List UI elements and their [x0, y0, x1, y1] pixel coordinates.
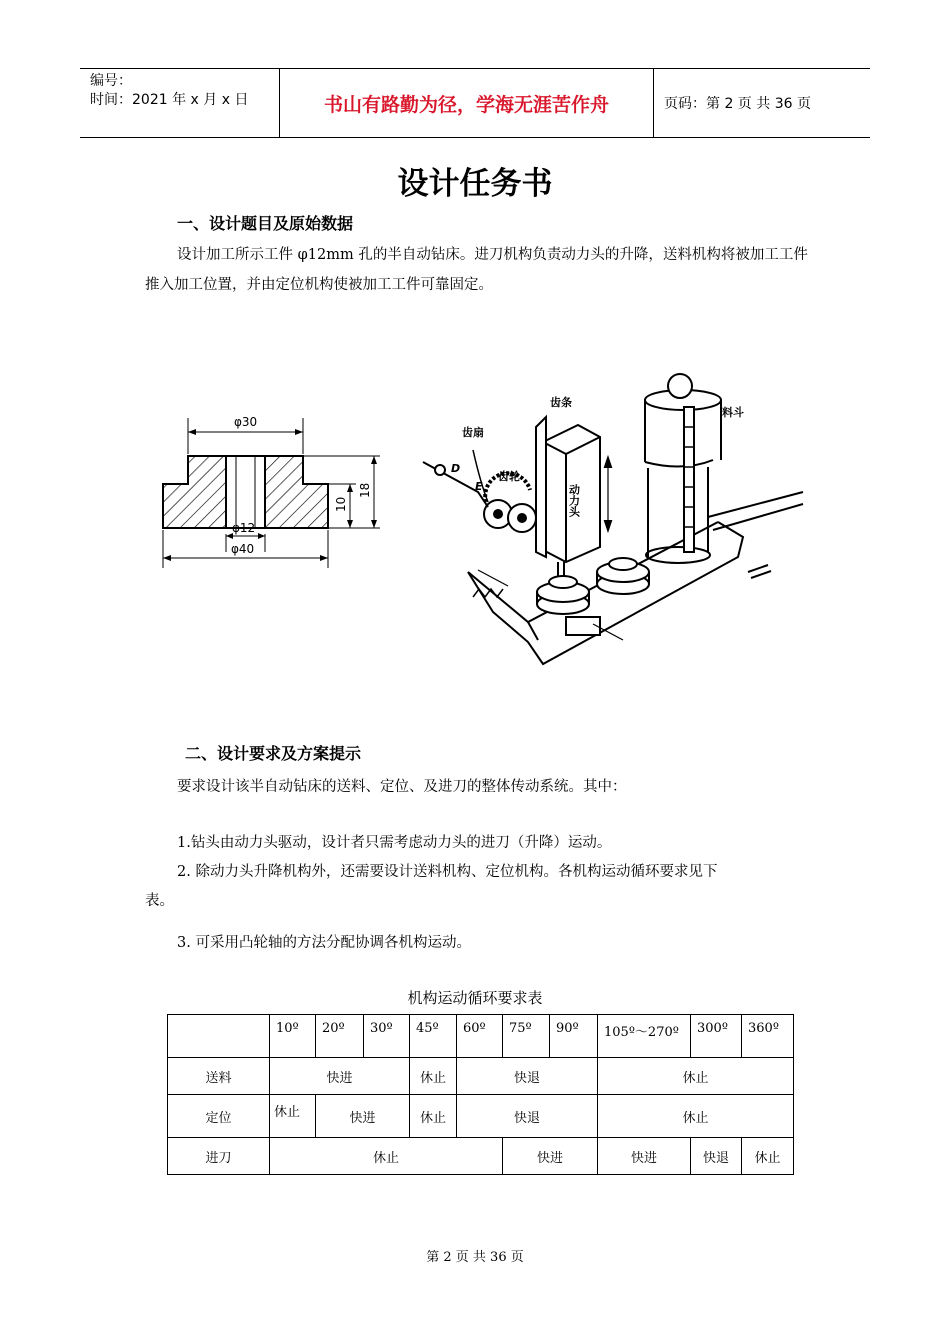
table-caption: 机构运动循环要求表 — [407, 989, 543, 1007]
row-label: 进刀 — [168, 1138, 270, 1175]
row-label: 定位 — [168, 1095, 270, 1138]
drilling-machine-schematic — [418, 372, 813, 672]
dim-phi12-label: φ12 — [232, 521, 256, 535]
angle-cell: 105º～270º — [598, 1015, 691, 1058]
label-rack: 齿条 — [550, 396, 572, 409]
requirement-2-line2: 表。 — [145, 893, 174, 909]
label-fan-gear: 齿扇 — [462, 426, 484, 439]
label-point-e: E — [475, 480, 483, 493]
label-power-head — [568, 483, 581, 518]
table-row-infeed — [168, 1138, 794, 1175]
header-page-label: 页码：第 2 页 共 36 页 — [664, 96, 811, 112]
angle-cell: 30º — [364, 1015, 410, 1058]
table-row-positioning — [168, 1095, 794, 1138]
table-cell: 快进 — [270, 1058, 410, 1095]
table-cell: 休止 — [410, 1058, 457, 1095]
page-title: 设计任务书 — [397, 166, 553, 202]
angle-cell: 60º — [457, 1015, 503, 1058]
requirement-1: 1.钻头由动力头驱动，设计者只需考虑动力头的进刀（升降）运动。 — [177, 835, 612, 851]
hopper — [645, 374, 721, 563]
table-cell: 快进 — [503, 1138, 598, 1175]
header-meta — [80, 69, 280, 137]
header-motto: 书山有路勤为径，学海无涯苦作舟 — [280, 69, 654, 137]
workpiece-section — [163, 456, 328, 528]
table-cell: 快退 — [457, 1095, 598, 1138]
table-cell: 休止 — [598, 1095, 794, 1138]
row-label: 送料 — [168, 1058, 270, 1095]
page-header — [80, 68, 870, 138]
document-number-label: 编号： — [90, 73, 132, 89]
angle-cell: 20º — [316, 1015, 364, 1058]
section1-heading: 一、设计题目及原始数据 — [177, 214, 354, 233]
dim-phi40-label: φ40 — [231, 542, 255, 556]
dim-height-18-label: 18 — [358, 482, 372, 498]
angle-cell: 45º — [410, 1015, 457, 1058]
table-header-row — [168, 1015, 794, 1058]
table-cell: 休止 — [270, 1138, 503, 1175]
table-corner-cell — [168, 1015, 270, 1058]
page-footer: 第 2 页 共 36 页 — [426, 1250, 524, 1265]
angle-cell: 90º — [550, 1015, 598, 1058]
document-date-label: 时间：2021 年 x 月 x 日 — [90, 92, 249, 108]
table-row-feed — [168, 1058, 794, 1095]
table-cell: 休止 — [270, 1095, 316, 1138]
label-gear: 齿轮 — [498, 470, 520, 483]
table-cell: 休止 — [410, 1095, 457, 1138]
section1-paragraph: 设计加工所示工件 φ12mm 孔的半自动钻床。进刀机构负责动力头的升降，送料机构将被加工工件推入加工位置，并由定位机构使被加工工件可靠固定。 — [145, 247, 808, 293]
table-cell: 快进 — [598, 1138, 691, 1175]
dim-height-10-label: 10 — [334, 496, 348, 512]
angle-cell: 75º — [503, 1015, 550, 1058]
angle-cell: 300º — [691, 1015, 742, 1058]
table-cell: 快退 — [691, 1138, 742, 1175]
label-point-d: D — [451, 462, 461, 475]
angle-cell: 360º — [742, 1015, 794, 1058]
workpiece-drawing — [158, 408, 388, 580]
table-cell: 休止 — [742, 1138, 794, 1175]
angle-cell: 10º — [270, 1015, 316, 1058]
requirement-2-line1: 2. 除动力头升降机构外，还需要设计送料机构、定位机构。各机构运动循环要求见下 — [177, 864, 718, 880]
label-power-head-text: 动力头 — [567, 484, 581, 517]
table-cell: 休止 — [598, 1058, 794, 1095]
motion-cycle-table — [167, 1014, 794, 1175]
dim-phi30-label: φ30 — [234, 415, 258, 429]
label-hopper: 料斗 — [722, 406, 744, 419]
requirement-3: 3. 可采用凸轮轴的方法分配协调各机构运动。 — [177, 935, 471, 951]
section2-heading: 二、设计要求及方案提示 — [185, 744, 362, 763]
section2-intro: 要求设计该半自动钻床的送料、定位、及进刀的整体传动系统。其中： — [177, 779, 627, 795]
table-cell: 快进 — [316, 1095, 410, 1138]
table-cell: 快退 — [457, 1058, 598, 1095]
